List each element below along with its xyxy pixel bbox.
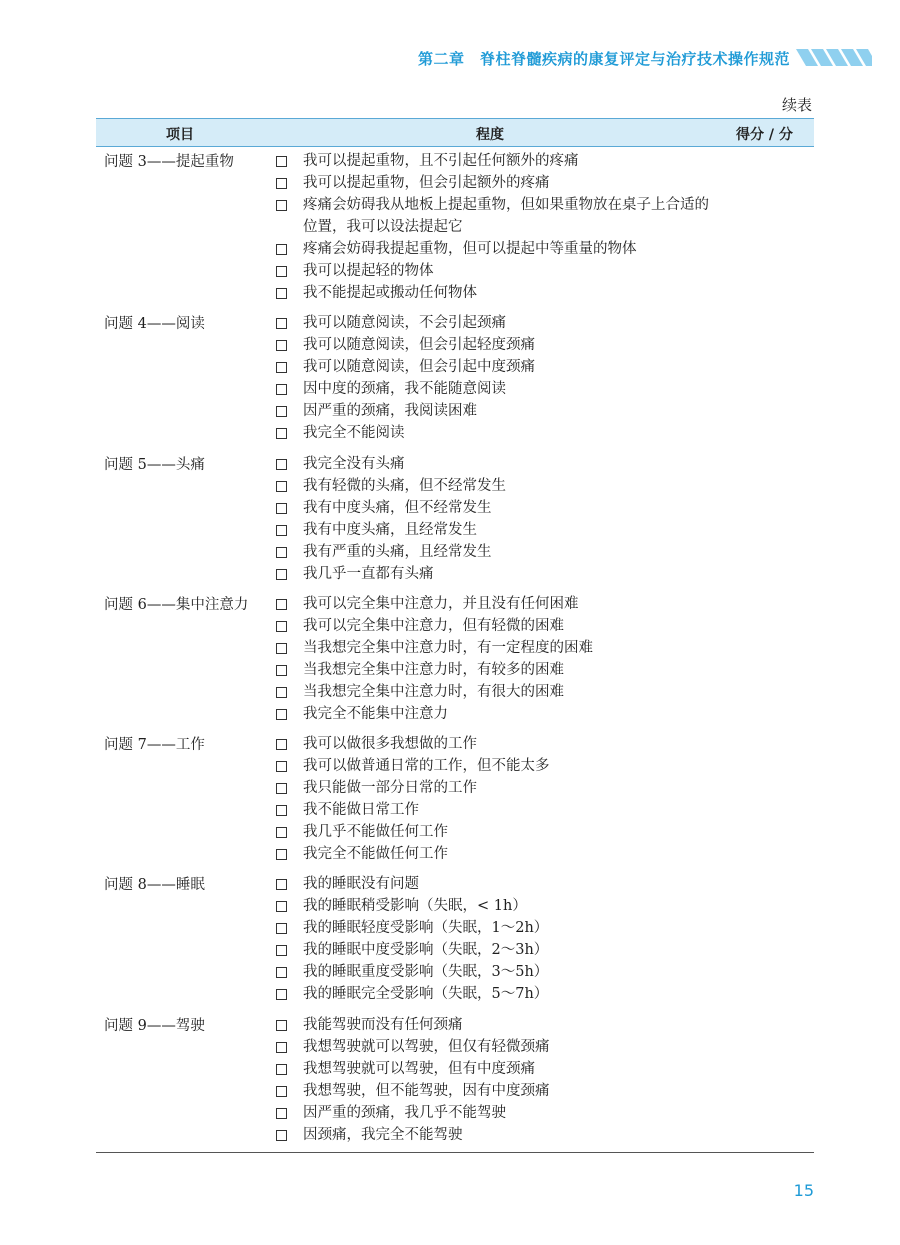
checkbox[interactable] — [276, 739, 287, 750]
checkbox[interactable] — [276, 1130, 287, 1141]
checkbox[interactable] — [276, 1108, 287, 1119]
option-text: 我可以随意阅读，但会引起中度颈痛 — [303, 359, 535, 376]
checkbox[interactable] — [276, 200, 287, 211]
page-number: 15 — [793, 1181, 814, 1200]
option-text: 我完全没有头痛 — [303, 455, 405, 472]
question-label: 问题 4——阅读 — [104, 316, 205, 333]
question-group — [96, 1014, 814, 1146]
checkbox[interactable] — [276, 923, 287, 934]
option-text: 我的睡眠没有问题 — [303, 876, 419, 893]
option-row — [96, 939, 814, 961]
option-row — [96, 312, 814, 334]
option-row — [96, 681, 814, 703]
checkbox[interactable] — [276, 459, 287, 470]
checkbox[interactable] — [276, 569, 287, 580]
option-row — [96, 356, 814, 378]
option-row — [96, 821, 814, 843]
checkbox[interactable] — [276, 525, 287, 536]
option-text: 我完全不能阅读 — [303, 425, 405, 442]
option-text: 我想驾驶，但不能驾驶，因有中度颈痛 — [303, 1082, 550, 1099]
option-row — [96, 1080, 814, 1102]
checkbox[interactable] — [276, 849, 287, 860]
checkbox[interactable] — [276, 1086, 287, 1097]
checkbox[interactable] — [276, 156, 287, 167]
option-text: 我可以完全集中注意力，并且没有任何困难 — [303, 595, 579, 612]
option-text: 因严重的颈痛，我几乎不能驾驶 — [303, 1104, 506, 1121]
checkbox[interactable] — [276, 643, 287, 654]
option-text: 我的睡眠轻度受影响（失眠，1～2h） — [303, 920, 549, 937]
question-group — [96, 733, 814, 865]
option-text: 疼痛会妨碍我从地板上提起重物，但如果重物放在桌子上合适的位置，我可以设法提起它 — [303, 197, 709, 235]
checkbox[interactable] — [276, 901, 287, 912]
checkbox[interactable] — [276, 362, 287, 373]
option-text: 我想驾驶就可以驾驶，但仅有轻微颈痛 — [303, 1038, 550, 1055]
option-row — [96, 453, 814, 475]
question-label: 问题 5——头痛 — [104, 456, 205, 473]
checkbox[interactable] — [276, 827, 287, 838]
option-row — [96, 194, 814, 238]
checkbox[interactable] — [276, 318, 287, 329]
option-row — [96, 1058, 814, 1080]
option-text: 我的睡眠重度受影响（失眠，3～5h） — [303, 964, 549, 981]
checkbox[interactable] — [276, 547, 287, 558]
option-row — [96, 733, 814, 755]
option-text: 因颈痛，我完全不能驾驶 — [303, 1126, 463, 1143]
option-text: 我可以随意阅读，不会引起颈痛 — [303, 315, 506, 332]
question-group — [96, 453, 814, 585]
option-row — [96, 150, 814, 172]
option-text: 我能驾驶而没有任何颈痛 — [303, 1016, 463, 1033]
checkbox[interactable] — [276, 989, 287, 1000]
question-group — [96, 873, 814, 1005]
option-row — [96, 873, 814, 895]
checkbox[interactable] — [276, 599, 287, 610]
option-row — [96, 1036, 814, 1058]
option-text: 我不能提起或搬动任何物体 — [303, 285, 477, 301]
option-row — [96, 843, 814, 865]
option-row — [96, 961, 814, 983]
option-text: 当我想完全集中注意力时，有很大的困难 — [303, 683, 564, 700]
option-text: 我有严重的头痛，且经常发生 — [303, 543, 492, 560]
checkbox[interactable] — [276, 384, 287, 395]
option-row — [96, 541, 814, 563]
option-row — [96, 983, 814, 1005]
table-header — [96, 118, 814, 147]
option-row — [96, 895, 814, 917]
checkbox[interactable] — [276, 945, 287, 956]
option-row — [96, 172, 814, 194]
option-text: 我可以做普通日常的工作，但不能太多 — [303, 758, 550, 775]
option-row — [96, 659, 814, 681]
option-row — [96, 1014, 814, 1036]
option-text: 我有轻微的头痛，但不经常发生 — [303, 477, 506, 494]
checkbox[interactable] — [276, 266, 287, 277]
option-text: 我完全不能集中注意力 — [303, 705, 448, 722]
option-text: 我想驾驶就可以驾驶，但有中度颈痛 — [303, 1060, 535, 1077]
checkbox[interactable] — [276, 879, 287, 890]
option-text: 我的睡眠稍受影响（失眠，< 1h） — [303, 898, 527, 915]
option-text: 我只能做一部分日常的工作 — [303, 780, 477, 797]
checkbox[interactable] — [276, 406, 287, 417]
continued-label: 续表 — [781, 96, 812, 114]
question-label: 问题 8——睡眠 — [104, 877, 205, 894]
column-header-degree: 程度 — [476, 127, 504, 143]
column-header-item: 项目 — [166, 127, 194, 143]
question-label: 问题 6——集中注意力 — [104, 596, 249, 613]
checkbox[interactable] — [276, 1064, 287, 1075]
option-text: 我可以提起重物，但会引起额外的疼痛 — [303, 175, 550, 191]
header-stripes-decoration — [796, 49, 872, 66]
option-text: 我几乎不能做任何工作 — [303, 824, 448, 841]
checkbox[interactable] — [276, 761, 287, 772]
option-row — [96, 378, 814, 400]
option-text: 我可以提起重物，且不引起任何额外的疼痛 — [303, 153, 579, 169]
option-text: 因中度的颈痛，我不能随意阅读 — [303, 381, 506, 398]
column-header-score: 得分 / 分 — [736, 127, 793, 143]
checkbox[interactable] — [276, 805, 287, 816]
option-row — [96, 777, 814, 799]
question-label: 问题 3——提起重物 — [104, 154, 234, 170]
checkbox[interactable] — [276, 288, 287, 299]
option-text: 我可以提起轻的物体 — [303, 263, 434, 279]
chapter-title: 第二章 脊柱脊髓疾病的康复评定与治疗技术操作规范 — [417, 50, 790, 68]
option-row — [96, 615, 814, 637]
option-text: 疼痛会妨碍我提起重物，但可以提起中等重量的物体 — [303, 241, 637, 257]
option-text: 我可以做很多我想做的工作 — [303, 736, 477, 753]
checkbox[interactable] — [276, 1020, 287, 1031]
checkbox[interactable] — [276, 665, 287, 676]
option-row — [96, 563, 814, 585]
option-row — [96, 1102, 814, 1124]
option-row — [96, 475, 814, 497]
question-group — [96, 593, 814, 725]
option-row — [96, 593, 814, 615]
checkbox[interactable] — [276, 244, 287, 255]
option-text: 我有中度头痛，且经常发生 — [303, 521, 477, 538]
option-text: 我不能做日常工作 — [303, 802, 419, 819]
option-row — [96, 755, 814, 777]
checkbox[interactable] — [276, 621, 287, 632]
option-row — [96, 282, 814, 304]
question-label: 问题 9——驾驶 — [104, 1017, 205, 1034]
checkbox[interactable] — [276, 503, 287, 514]
option-row — [96, 519, 814, 541]
option-row — [96, 334, 814, 356]
option-text: 我的睡眠中度受影响（失眠，2～3h） — [303, 942, 549, 959]
option-text: 我可以完全集中注意力，但有轻微的困难 — [303, 617, 564, 634]
checkbox[interactable] — [276, 967, 287, 978]
question-label: 问题 7——工作 — [104, 737, 205, 754]
option-text: 我完全不能做任何工作 — [303, 846, 448, 863]
option-text: 当我想完全集中注意力时，有较多的困难 — [303, 661, 564, 678]
questionnaire-rows — [96, 150, 814, 1154]
option-row — [96, 917, 814, 939]
checkbox[interactable] — [276, 1042, 287, 1053]
option-row — [96, 260, 814, 282]
checkbox[interactable] — [276, 687, 287, 698]
checkbox[interactable] — [276, 340, 287, 351]
option-text: 我有中度头痛，但不经常发生 — [303, 499, 492, 516]
option-row — [96, 238, 814, 260]
option-row — [96, 1124, 814, 1146]
option-text: 因严重的颈痛，我阅读困难 — [303, 403, 477, 420]
option-text: 当我想完全集中注意力时，有一定程度的困难 — [303, 639, 593, 656]
option-row — [96, 637, 814, 659]
table-bottom-rule — [96, 1152, 814, 1153]
option-text: 我可以随意阅读，但会引起轻度颈痛 — [303, 337, 535, 354]
option-row — [96, 497, 814, 519]
checkbox[interactable] — [276, 481, 287, 492]
option-text: 我几乎一直都有头痛 — [303, 565, 434, 582]
checkbox[interactable] — [276, 428, 287, 439]
question-group — [96, 312, 814, 444]
question-group — [96, 150, 814, 304]
checkbox[interactable] — [276, 709, 287, 720]
option-text: 我的睡眠完全受影响（失眠，5～7h） — [303, 986, 549, 1003]
option-row — [96, 400, 814, 422]
checkbox[interactable] — [276, 783, 287, 794]
checkbox[interactable] — [276, 178, 287, 189]
option-row — [96, 799, 814, 821]
option-row — [96, 703, 814, 725]
option-row — [96, 422, 814, 444]
